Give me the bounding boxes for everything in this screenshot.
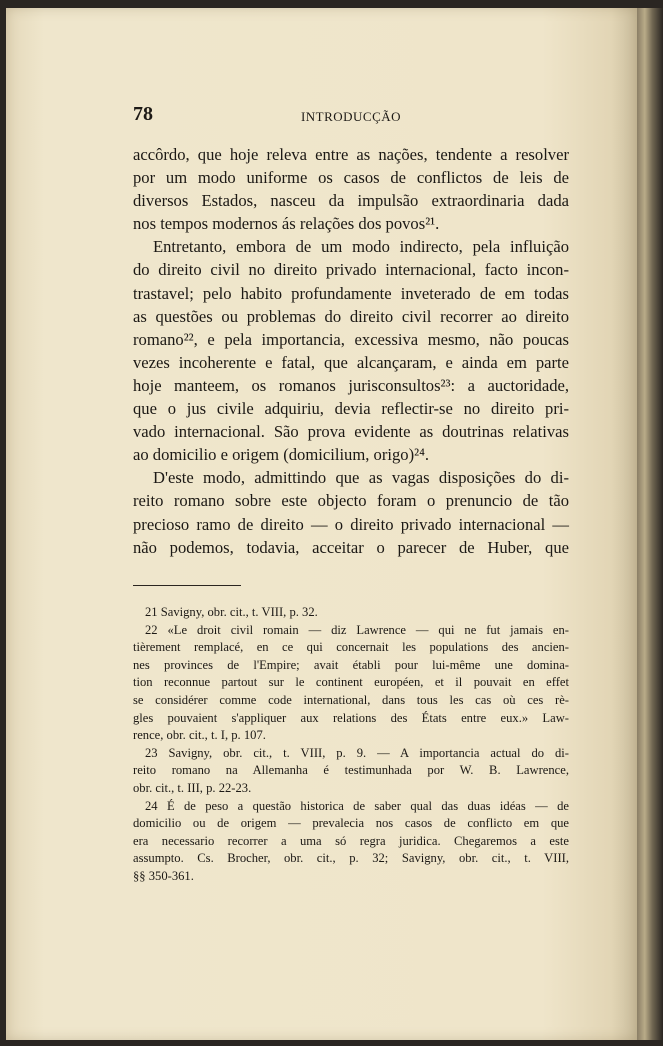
footnote-line: obr. cit., t. III, p. 22-23. (133, 780, 252, 795)
body-line: as questões ou problemas do direito civil recorrer ao direito (133, 306, 569, 326)
footnotes (133, 604, 569, 886)
body-line: reito romano sobre este objecto foram o prenuncio de tão (133, 491, 569, 511)
body-line: ao domicilio e origem (domicilium, origo)²⁴. (133, 445, 430, 465)
footnote-line: se considérer comme code international, dans tous les cas où ces rè- (133, 692, 569, 707)
footnote-line: era necessario recorrer a uma só regra juridica. Chegaremos a este (133, 833, 569, 848)
footnote-line: tièrement remplacé, en ce qui concernait les populations des ancien- (133, 640, 569, 655)
body-text (133, 143, 569, 559)
body-line: trastavel; pelo habito profundamente inveterado de em todas (133, 283, 569, 303)
footnote-line: rence, obr. cit., t. I, p. 107. (133, 728, 266, 743)
footnote-line: 21 Savigny, obr. cit., t. VIII, p. 32. (145, 605, 318, 619)
running-head: INTRODUCÇÃO (300, 109, 402, 124)
body-line: romano²², e pela importancia, excessiva mesmo, não poucas (133, 329, 569, 349)
body-line: hoje manteem, os romanos jurisconsultos²³: a auctoridade, (133, 375, 569, 395)
footnote-line: nes provinces de l'Empire; avait établi pour lui-même une domina- (133, 657, 569, 672)
footnote-line: 22 «Le droit civil romain — diz Lawrence — qui ne fut jamais en- (145, 622, 569, 637)
footnote-line: gles pouvaient s'appliquer aux relations des États entre eux.» Law- (133, 710, 569, 725)
body-line: vado internacional. São prova evidente as doutrinas relativas (133, 422, 569, 442)
body-line: não podemos, todavia, acceitar o parecer de Huber, que (133, 537, 569, 557)
body-line: que o jus civile adquiriu, devia reflectir-se no direito pri- (133, 399, 569, 419)
footnote-line: tion reconnue partout sur le continent européen, et il pouvait en effet (133, 675, 569, 690)
body-line: por um modo uniforme os casos de conflictos de leis de (133, 168, 569, 188)
body-line: accôrdo, que hoje releva entre as nações, tendente a resolver (133, 145, 569, 164)
body-line: nos tempos modernos ás relações dos povos²¹. (133, 214, 440, 234)
body-line: Entretanto, embora de um modo indirecto, pela influição (153, 237, 569, 257)
footnote-line: assumpto. Cs. Brocher, obr. cit., p. 32; Savigny, obr. cit., t. VIII, (133, 851, 569, 866)
page-header (133, 103, 569, 127)
footnote-line: reito romano na Allemanha é testimunhada por W. B. Lawrence, (133, 763, 569, 778)
footnote-line: 24 É de peso a questão historica de saber qual das duas idéas — de (145, 798, 569, 813)
footnote-line: §§ 350-361. (133, 868, 194, 883)
body-line: D'este modo, admittindo que as vagas disposições do di- (153, 468, 569, 488)
footnote-line: domicilio ou de origem — prevalecia nos casos de conflicto em que (133, 816, 569, 831)
footnote-rule (133, 585, 241, 586)
body-line: diversos Estados, nasceu da impulsão extraordinaria dada (133, 191, 569, 211)
footnote-line: 23 Savigny, obr. cit., t. VIII, p. 9. — A importancia actual do di- (145, 745, 569, 760)
body-line: do direito civil no direito privado internacional, facto incon- (133, 260, 569, 280)
page-edge (637, 8, 663, 1040)
page-number: 78 (133, 103, 153, 125)
body-line: vezes incoherente e fatal, que alcançaram, e ainda em parte (133, 352, 569, 372)
body-line: precioso ramo de direito — o direito privado internacional — (133, 514, 569, 534)
